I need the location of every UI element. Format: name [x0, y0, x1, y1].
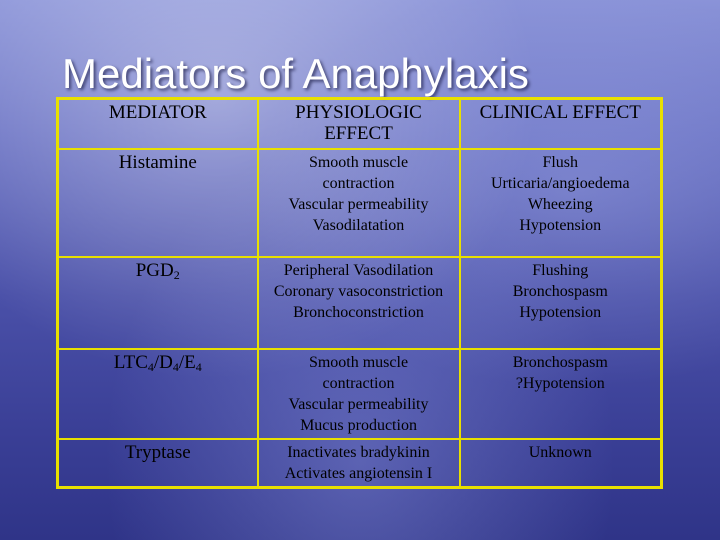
table-row [58, 149, 662, 257]
physiologic-cell: Smooth muscle contraction Vascular permeability Mucus production [258, 349, 460, 439]
header-clinical-effect: CLINICAL EFFECT [460, 99, 662, 149]
mediator-cell: Histamine [58, 149, 258, 257]
clinical-cell: Flush Urticaria/angioedema Wheezing Hypotension [460, 149, 662, 257]
table-row [58, 257, 662, 349]
mediator-cell: Tryptase [58, 439, 258, 488]
clinical-cell: Flushing Bronchospasm Hypotension [460, 257, 662, 349]
clinical-cell: Bronchospasm ?Hypotension [460, 349, 662, 439]
mediator-cell: $PGD_2$ [58, 257, 258, 349]
header-row [58, 99, 662, 149]
clinical-cell: Unknown [460, 439, 662, 488]
mediators-table [56, 97, 663, 489]
slide-title: Mediators of Anaphylaxis [62, 50, 529, 97]
header-physiologic-effect: PHYSIOLOGIC EFFECT [258, 99, 460, 149]
physiologic-cell: Inactivates bradykinin Activates angiotensin I [258, 439, 460, 488]
physiologic-cell: Smooth muscle contraction Vascular permeability Vasodilatation [258, 149, 460, 257]
table-row [58, 439, 662, 488]
header-mediator: MEDIATOR [58, 99, 258, 149]
table-row [58, 349, 662, 439]
physiologic-cell: Peripheral Vasodilation Coronary vasoconstriction Bronchoconstriction [258, 257, 460, 349]
mediator-cell: $LTC_4/D_4/E_4$ [58, 349, 258, 439]
